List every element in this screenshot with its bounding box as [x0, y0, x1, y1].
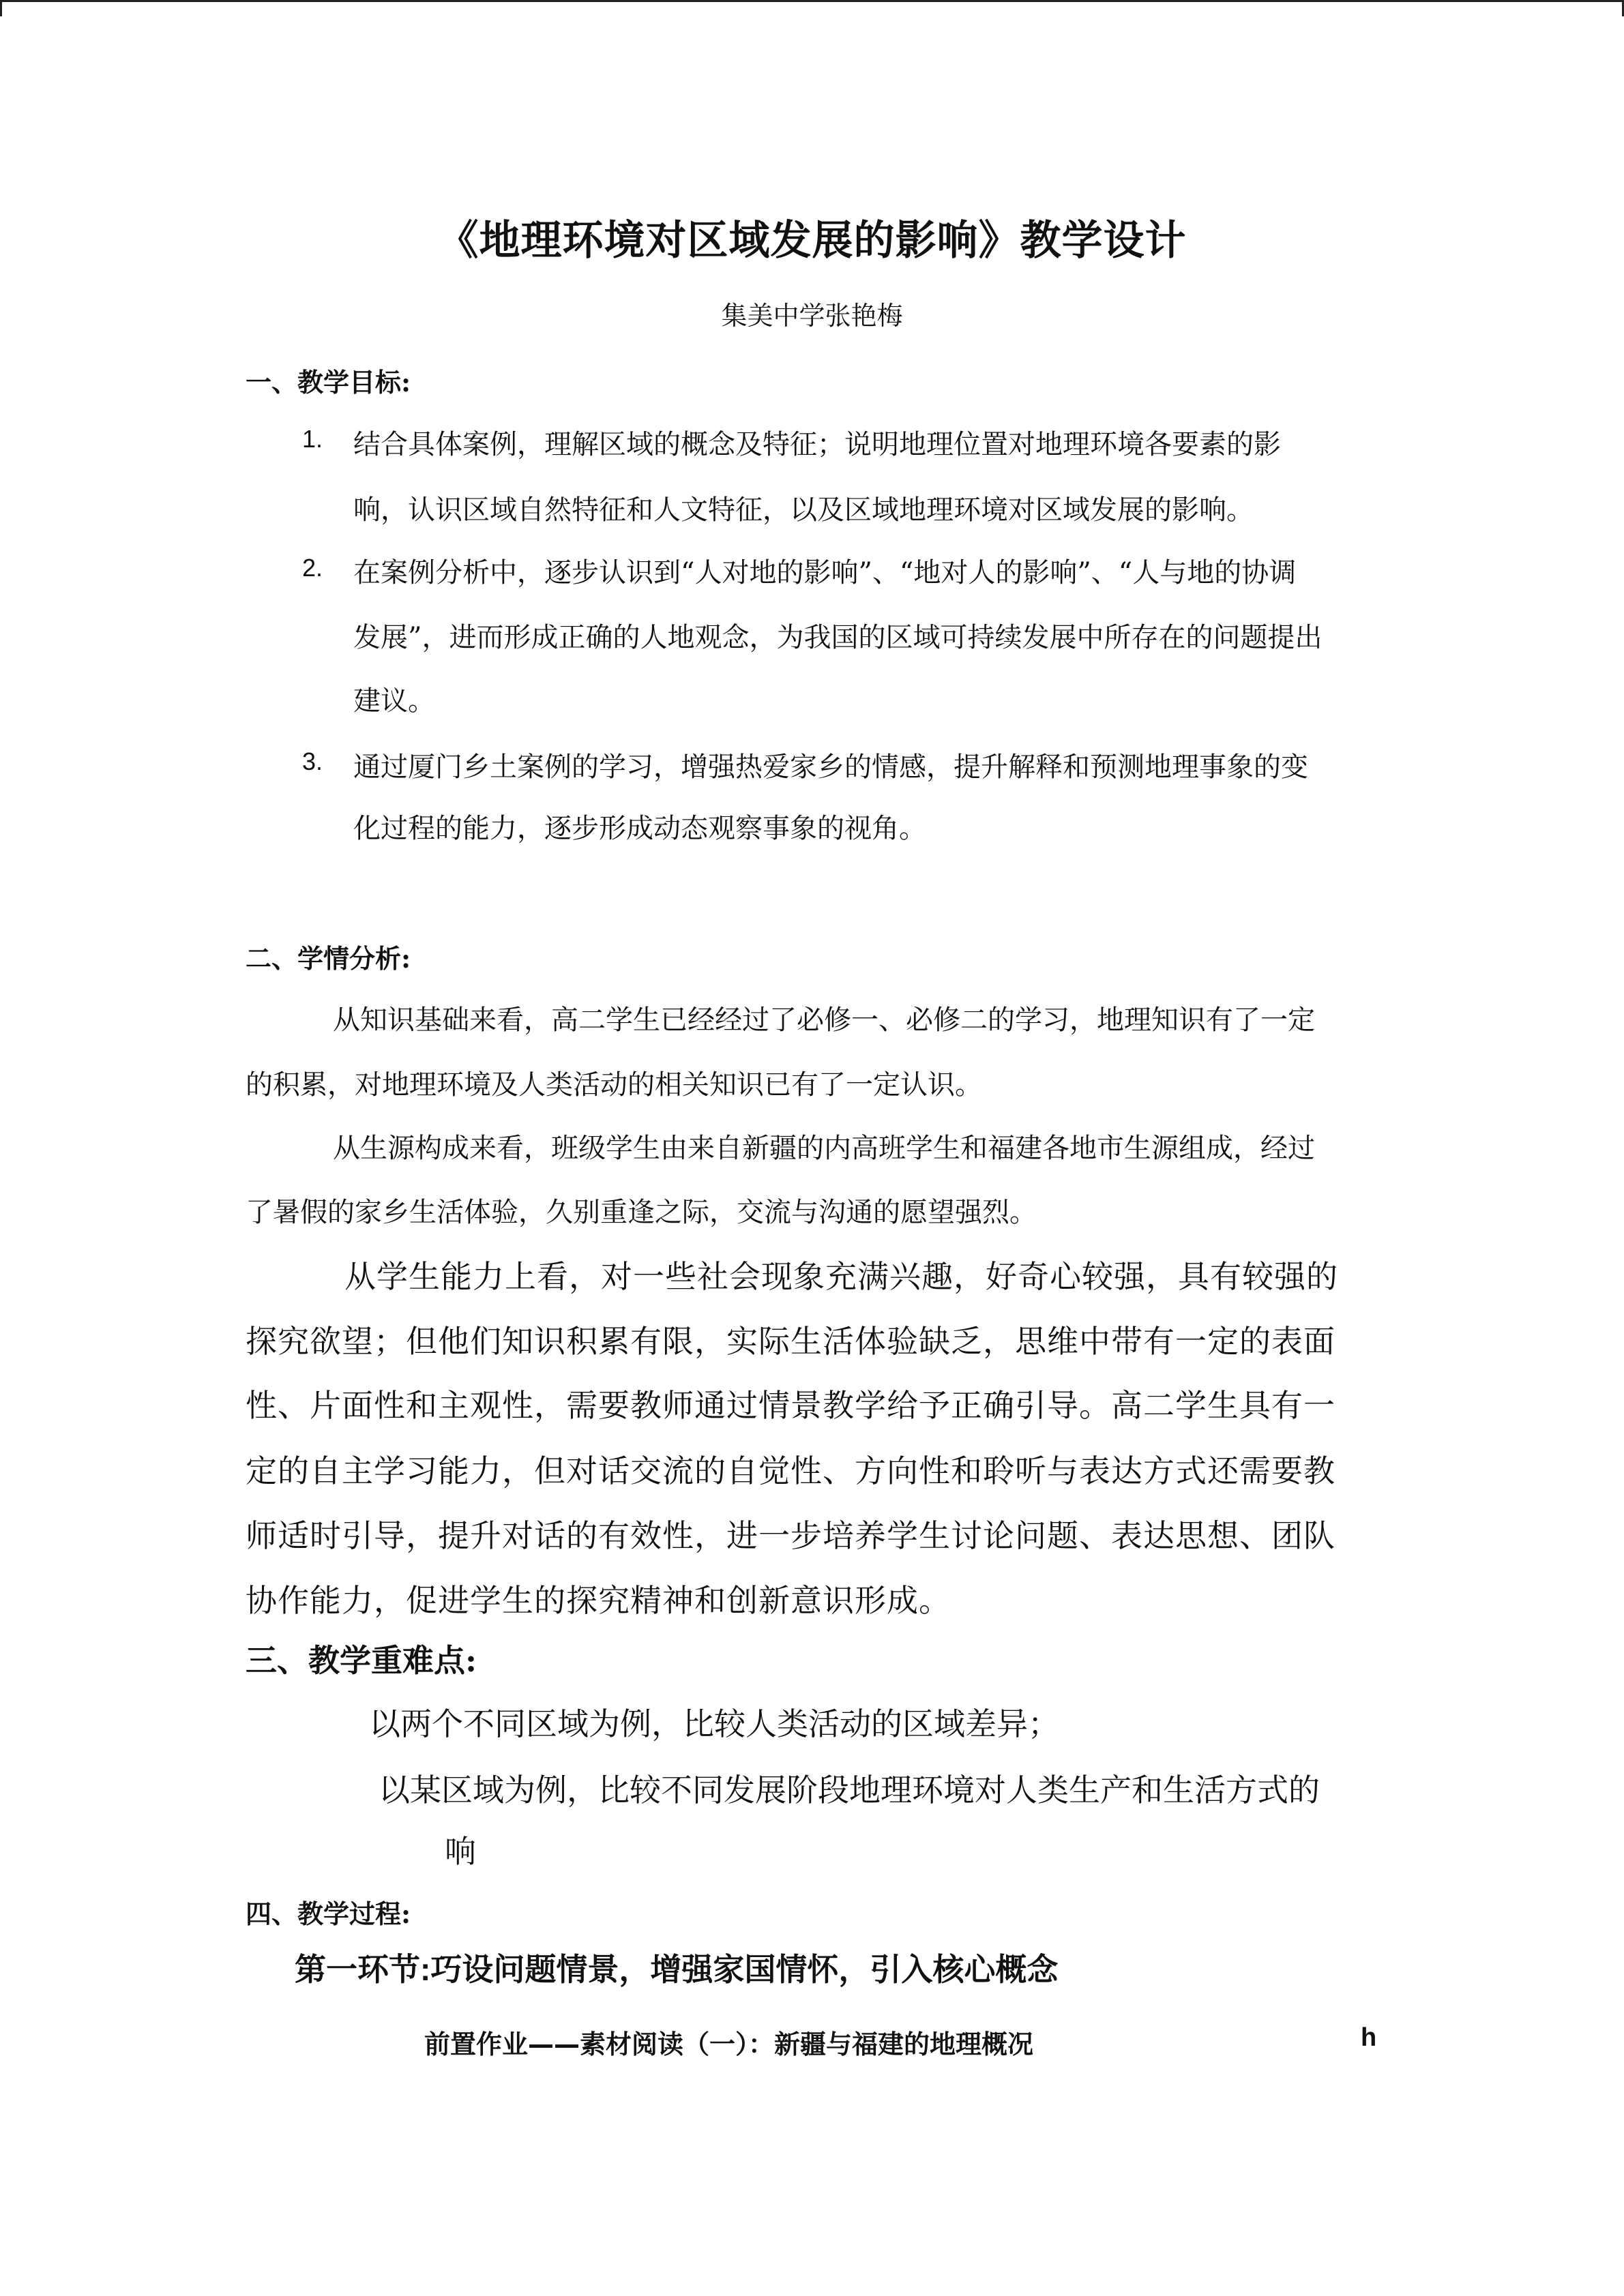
step-title: 第一环节:巧设问题情景，增强家国情怀，引入核心概念	[295, 1952, 1059, 1987]
document-author: 集美中学张艳梅	[721, 301, 903, 331]
paragraph-line: 的积累，对地理环境及人类活动的相关知识已有了一定认识。	[246, 1069, 982, 1101]
page-top-border	[0, 0, 1624, 2]
goal-line: 通过厦门乡土案例的学习，增强热爱家乡的情感，提升解释和预测地理事象的变	[353, 751, 1308, 783]
paragraph-line: 探究欲望；但他们知识积累有限，实际生活体验缺乏，思维中带有一定的表面	[246, 1323, 1335, 1360]
goal-line: 结合具体案例，理解区域的概念及特征；说明地理位置对地理环境各要素的影	[353, 429, 1281, 460]
paragraph-line: 师适时引导，提升对话的有效性，进一步培养学生讨论问题、表达思想、团队	[246, 1517, 1335, 1554]
goal-line: 化过程的能力，逐步形成动态观察事象的视角。	[353, 813, 926, 844]
document-title: 《地理环境对区域发展的影响》教学设计	[437, 217, 1187, 265]
section-heading-process: 四、教学过程:	[246, 1898, 411, 1929]
paragraph-line: 定的自主学习能力，但对话交流的自觉性、方向性和聆听与表达方式还需要教	[246, 1452, 1335, 1489]
paragraph-line: 从生源构成来看，班级学生由来自新疆的内高班学生和福建各地市生源组成，经过	[333, 1133, 1315, 1164]
section-heading-analysis: 二、学情分析:	[246, 943, 411, 974]
goal-line: 建议。	[353, 685, 435, 717]
key-point-line: 响	[445, 1833, 476, 1870]
goal-line: 发展”，进而形成正确的人地观念，为我国的区域可持续发展中所存在的问题提出	[353, 622, 1323, 653]
trailing-mark: h	[1361, 2023, 1377, 2052]
section-heading-key-points: 三、教学重难点:	[246, 1642, 477, 1679]
goal-line: 在案例分析中，逐步认识到“人对地的影响”、“地对人的影响”、“人与地的协调	[353, 557, 1297, 588]
key-point-line: 以某区域为例，比较不同发展阶段地理环境对人类生产和生活方式的	[379, 1772, 1320, 1808]
paragraph-line: 性、片面性和主观性，需要教师通过情景教学给予正确引导。高二学生具有一	[246, 1387, 1335, 1424]
goal-line: 响，认识区域自然特征和人文特征，以及区域地理环境对区域发展的影响。	[353, 494, 1254, 526]
page-left-border	[0, 0, 2, 16]
section-heading-goals: 一、教学目标:	[246, 367, 411, 398]
paragraph-line: 了暑假的家乡生活体验，久别重逢之际，交流与沟通的愿望强烈。	[246, 1197, 1037, 1228]
goal-number: 3.	[302, 747, 323, 775]
paragraph-line: 从知识基础来看，高二学生已经经过了必修一、必修二的学习，地理知识有了一定	[333, 1004, 1315, 1036]
paragraph-line: 协作能力，促进学生的探究精神和创新意识形成。	[246, 1582, 951, 1619]
key-point-line: 以两个不同区域为例，比较人类活动的区域差异；	[369, 1705, 1059, 1742]
goal-number: 1.	[302, 425, 323, 453]
goal-number: 2.	[302, 554, 323, 582]
paragraph-line: 从学生能力上看，对一些社会现象充满兴趣，好奇心较强，具有较强的	[344, 1258, 1338, 1295]
pre-task-heading: 前置作业——素材阅读（一）：新疆与福建的地理概况	[424, 2029, 1034, 2059]
